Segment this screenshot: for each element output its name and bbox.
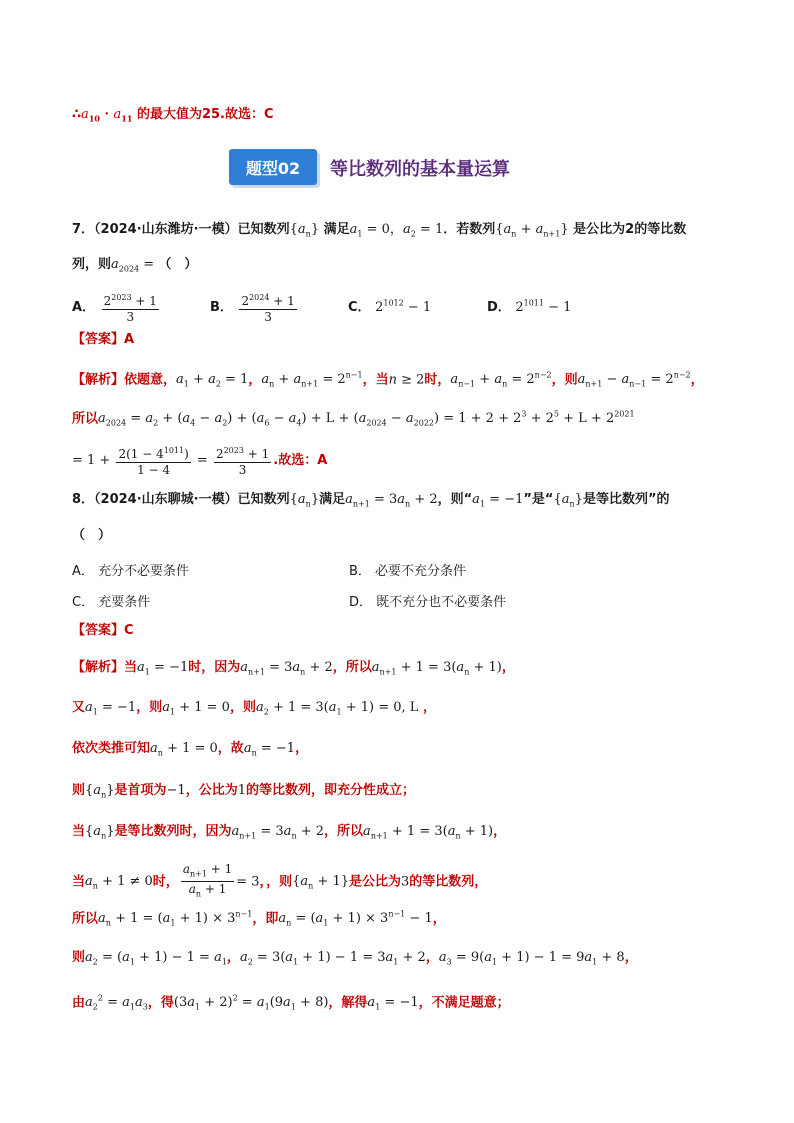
q8-mid3: ”是“ (523, 492, 554, 507)
q8-mid2: ，则“ (437, 492, 473, 507)
q7-analysis-t1: 依题意， (124, 372, 177, 388)
q8-l5b: 是等比数列时，因为 (114, 824, 232, 839)
q7-option-c[interactable]: C． $2^{1012} - 1$ (348, 298, 432, 315)
intro-line: $\therefore a_{10} \cdot a_{11}$ 的最大值为25.故选：C (72, 107, 274, 124)
q8-analysis-line9: 由$a_2^2 = a_1a_3$，得$(3a_1 + 2)^2 = a_1(9a_1 + 8)$，解得$a_1 = -1$，不满足题意； (72, 994, 510, 1012)
q7-analysis-t4: ，则 (551, 372, 578, 388)
q8-a3: ，所以 (332, 660, 372, 675)
q8-l3b: ，故 (217, 741, 244, 756)
q8-mid: 满足 (319, 492, 346, 507)
q8-tail: 是等比数列”的 (582, 492, 670, 507)
q7-opt-d-label: D． (487, 300, 511, 315)
q8-analysis-line3: 依次类推可知$a_n + 1 = 0$，故$a_n = -1$， (72, 741, 309, 758)
q8-analysis-line5: 当$\{a_n\}$是等比数列时，因为$a_{n+1} = 3a_n + 2$，所以$a_{n+1} + 1 = 3(a_n + 1)$， (72, 824, 507, 841)
q7-stem-line2: 列，则$a_{2024}$ = （ ） (72, 257, 198, 274)
q8-l9b: ，得 (147, 995, 174, 1011)
q7-opt-c-label: C． (348, 300, 371, 315)
q7-mid2: ．若数列 (443, 222, 496, 237)
section-title: 等比数列的基本量运算 (330, 159, 510, 180)
intro-text: 的最大值为25.故选：C (136, 107, 274, 122)
q8-answer: 【答案】C (72, 623, 134, 638)
q8-l7b: ，即 (252, 911, 279, 927)
q7-opt-a-label: A． (72, 300, 96, 315)
q8-a1: 当 (124, 660, 138, 675)
q8-l4a: 则 (72, 783, 86, 798)
q8-l9d: ，不满足题意； (418, 995, 510, 1011)
q8-l4c: ，公比为 (185, 783, 238, 798)
q8-l6a: 当 (72, 874, 86, 890)
q7-answer: 【答案】A (72, 332, 135, 347)
q8-l6b: 时， (152, 874, 179, 890)
q7-analysis-label: 【解析】 (72, 372, 125, 388)
q7-line2-tail: （ ） (158, 257, 198, 272)
q8-l5a: 当 (72, 824, 86, 839)
q8-analysis-line1: 【解析】当$a_1 = -1$时，因为$a_{n+1} = 3a_n + 2$，所以$a_{n+1} + 1 = 3(a_n + 1)$， (72, 660, 515, 677)
q8-option-a[interactable]: A． 充分不必要条件 (72, 564, 190, 579)
q8-l4d: 的等比数列，即充分性成立； (245, 783, 415, 798)
q8-analysis-label: 【解析】 (72, 660, 125, 675)
q7-analysis-t2: ，当 (362, 372, 389, 388)
q8-l6c: ，则 (266, 874, 293, 890)
q7-opt-b-label: B． (210, 300, 233, 315)
q7-option-d[interactable]: D． $2^{1011} - 1$ (487, 298, 572, 315)
q7-analysis-t3: 时， (424, 372, 451, 388)
q8-option-c[interactable]: C． 充要条件 (72, 595, 151, 610)
q8-l8a: 则 (72, 950, 86, 965)
q8-analysis-line8: 则$a_2 = (a_1 + 1) - 1 = a_1$，$a_2 = 3(a_1 + 1) - 1 = 3a_1 + 2$，$a_3 = 9(a_1 + 1) - 1 = 9a_1 + 8$， (72, 950, 638, 967)
q7-so-line: 所以$a_{2024} = a_2 + (a_4 - a_2) + (a_6 - a_4) + L + (a_{2024} - a_{2022}) = 1 + 2 + 2^3 + 2^5 + L + 2^{2021}$ (72, 410, 635, 428)
q8-l4b: 是首项为 (114, 783, 167, 798)
q8-l9c: ，解得 (328, 995, 368, 1011)
q8-l3a: 依次类推可知 (72, 741, 151, 756)
q7-stem-line1: 7．（2024·山东潍坊·一模）已知数列$\{a_n\}$ 满足$a_1 = 0$，$a_2 = 1$．若数列$\{a_n + a_{n+1}\}$ 是公比为2的等比数 (72, 222, 687, 239)
q7-so-tail: .故选：A (273, 453, 328, 468)
q7-mid1: 满足 (323, 222, 350, 237)
q7-so-label: 所以 (72, 411, 99, 427)
therefore-symbol: ∴ (72, 107, 82, 122)
q8-l9a: 由 (72, 995, 86, 1011)
q8-analysis-line2: 又$a_1 = -1$，则$a_1 + 1 = 0$，则$a_2 + 1 = 3(a_1 + 1) = 0$, L ， (72, 700, 436, 717)
q7-tail: 是公比为2的等比数 (573, 222, 687, 237)
q7-line2: 列，则 (72, 257, 112, 272)
q8-a2: 时，因为 (188, 660, 241, 675)
q8-l6d: 是公比为 (348, 874, 401, 890)
q8-l5c: ，所以 (324, 824, 364, 839)
q8-stem-line1: 8．（2024·山东聊城·一模）已知数列$\{a_n\}$满足$a_{n+1} = 3a_n + 2$，则“$a_1 = -1$”是“$\{a_n\}$是等比数列”的 (72, 492, 670, 509)
q8-l2b: ，则 (136, 700, 163, 715)
q8-l2c: ，则 (229, 700, 256, 715)
q7-head: 7．（2024·山东潍坊·一模）已知数列 (72, 222, 290, 237)
q8-option-d[interactable]: D． 既不充分也不必要条件 (349, 595, 507, 610)
q8-paren: （ ） (72, 528, 112, 543)
q7-analysis-line1: 【解析】依题意，$a_1 + a_2 = 1$，$a_n + a_{n+1} = 2^{n-1}$，当n ≥ 2时，$a_{n-1} + a_n = 2^{n-2}$，则$a_{n+1} - a_{n-1} = 2^{n-2}$， (72, 371, 704, 389)
q7-option-b[interactable]: B． $\frac{2^{2024} + 1}{3}$ (210, 290, 299, 325)
q8-analysis-line6: 当$a_n + 1 \ne 0$时， $\frac{a_{n+1} + 1}{a_n + 1}$ = 3，，则$\{a_n + 1\}$是公比为3的等比数列， (72, 862, 488, 899)
q8-analysis-line4: 则$\{a_n\}$是首项为−1，公比为1的等比数列，即充分性成立； (72, 783, 415, 800)
q7-option-a[interactable]: A． $\frac{2^{2023} + 1}{3}$ (72, 290, 161, 325)
q7-so-line2: = 1 + $\frac{2(1 - 4^{1011})}{1 - 4}$ = $\frac{2^{2023} + 1}{3}$ .故选：A (72, 443, 327, 478)
section-badge: 题型02 (229, 149, 317, 185)
q8-head: 8．（2024·山东聊城·一模）已知数列 (72, 492, 290, 507)
q8-analysis-line7: 所以$a_n + 1 = (a_1 + 1) \times 3^{n-1}$，即$a_n = (a_1 + 1) \times 3^{n-1} - 1$， (72, 910, 446, 928)
q8-l6e: 的等比数列， (409, 874, 488, 890)
q8-l2a: 又 (72, 700, 86, 715)
q8-l7a: 所以 (72, 911, 99, 927)
q8-option-b[interactable]: B． 必要不充分条件 (349, 564, 467, 579)
